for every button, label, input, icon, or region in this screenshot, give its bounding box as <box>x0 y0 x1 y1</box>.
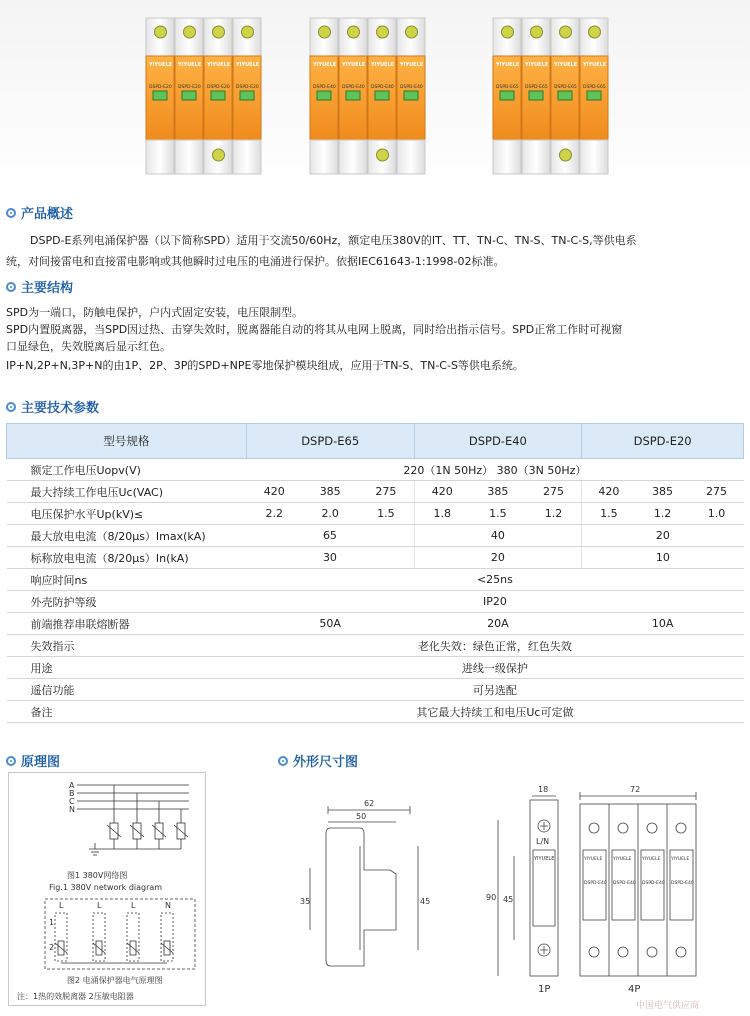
module-bottom-housing <box>310 140 338 174</box>
row-label: 前端推荐串联熔断器 <box>7 613 247 635</box>
dim-value: 35 <box>300 897 311 906</box>
cell: 1.0 <box>690 503 744 525</box>
structure-line-3: 口显绿色，失效脱离后显示红色。 <box>6 340 171 353</box>
module-brand: YIYUELE <box>178 62 202 68</box>
module-bottom-housing <box>580 140 608 174</box>
row-label: 电压保护水平Up(kV)≤ <box>7 503 247 525</box>
table-row <box>7 525 744 547</box>
module-bottom-housing <box>397 140 425 174</box>
brand-label: YIYUELE <box>584 857 603 862</box>
status-window <box>153 91 167 100</box>
spd-product-photo <box>493 18 608 174</box>
model-label: DSPD-E40 <box>584 881 607 886</box>
terminal-screw-icon <box>560 26 572 38</box>
cell: 385 <box>636 481 690 503</box>
row-label: 用途 <box>7 657 247 679</box>
table-header-row <box>7 424 744 459</box>
cell: 10 <box>582 547 744 569</box>
module-bottom-housing <box>522 140 550 174</box>
module-brand: YIYUELE <box>400 62 424 68</box>
terminal-label: L <box>131 901 136 910</box>
module-brand: YIYUELE <box>525 62 549 68</box>
status-window <box>375 91 389 100</box>
status-window <box>558 91 572 100</box>
fig1-caption-en: Fig.1 380V network diagram <box>49 883 163 892</box>
terminal-screw-icon <box>348 26 360 38</box>
table-row <box>7 679 744 701</box>
status-window <box>529 91 543 100</box>
header-model-label: 型号规格 <box>7 424 247 459</box>
terminal-screw-icon <box>531 26 543 38</box>
header-model-e65: DSPD-E65 <box>246 424 414 459</box>
dimension-svg <box>300 780 750 1012</box>
module-model: DSPD-E65 <box>554 85 577 90</box>
section-structure-title: 主要结构 <box>6 277 73 296</box>
bullet-circle-icon <box>6 208 16 218</box>
overview-line-1: DSPD-E系列电涌保护器（以下简称SPD）适用于交流50/60Hz，额定电压380V的IT、TT、TN-C、TN-S、TN-C-S,等供电系 <box>30 234 637 247</box>
schematic-note: 注：1热的效脱离器 2压敏电阻器 <box>17 992 134 1001</box>
row-label: 标称放电电流（8/20μs）In(kA) <box>7 547 247 569</box>
header-model-e40: DSPD-E40 <box>414 424 582 459</box>
module-brand: YIYUELE <box>496 62 520 68</box>
status-window <box>404 91 418 100</box>
schematic-svg <box>9 773 205 1005</box>
brand-label: YIYUELE <box>642 857 661 862</box>
fig2-caption-cn: 图2 电涌保护器电气原理图 <box>67 976 163 985</box>
module-model: DSPD-E20 <box>236 85 259 90</box>
module-brand: YIYUELE <box>371 62 395 68</box>
table-row <box>7 701 744 723</box>
row-value: 其它最大持续工和电压Uc可定做 <box>246 701 743 723</box>
cell: 1.2 <box>526 503 582 525</box>
watermark: 中国电气供应商 <box>636 1001 700 1011</box>
table-row <box>7 459 744 481</box>
section-schematic-title: 原理图 <box>6 751 60 770</box>
status-window <box>211 91 225 100</box>
status-window <box>587 91 601 100</box>
phase-label: A <box>69 781 75 790</box>
module-model: DSPD-E20 <box>149 85 172 90</box>
row-value: IP20 <box>246 591 743 613</box>
product-photo-band <box>0 0 750 192</box>
cell: 30 <box>246 547 414 569</box>
component-number: 1 <box>49 918 55 927</box>
cell: 385 <box>470 481 526 503</box>
cell: 40 <box>414 525 582 547</box>
dim-value: 45 <box>420 897 431 906</box>
cell: 385 <box>302 481 358 503</box>
module-bottom-housing <box>339 140 367 174</box>
brand-label: YIYUELE <box>613 857 632 862</box>
ground-screw-icon <box>377 149 389 161</box>
model-label: DSPD-E40 <box>642 881 665 886</box>
bullet-circle-icon <box>278 756 288 766</box>
dim-value: 45 <box>503 895 514 904</box>
status-window <box>182 91 196 100</box>
module-brand: YIYUELE <box>313 62 337 68</box>
label-4p: 4P <box>628 984 641 995</box>
terminal-label: N <box>165 901 171 910</box>
dim-value: 62 <box>364 799 375 808</box>
row-value: 可另选配 <box>246 679 743 701</box>
status-window <box>346 91 360 100</box>
terminal-screw-icon <box>406 26 418 38</box>
row-label: 备注 <box>7 701 247 723</box>
terminal-label: L <box>59 901 64 910</box>
table-row <box>7 591 744 613</box>
terminal-screw-icon <box>319 26 331 38</box>
structure-line-1: SPD为一端口，防触电保护，户内式固定安装，电压限制型。 <box>6 306 304 319</box>
terminal-label: L <box>97 901 102 910</box>
table-row <box>7 657 744 679</box>
terminal-screw-icon <box>242 26 254 38</box>
module-brand: YIYUELE <box>236 62 260 68</box>
phase-label: B <box>69 789 75 798</box>
module-model: DSPD-E65 <box>525 85 548 90</box>
overview-line-2: 统，对间接雷电和直接雷电影响或其他瞬时过电压的电涌进行保护。依据IEC61643-1:1998-02标准。 <box>6 255 505 268</box>
cell: 1.2 <box>636 503 690 525</box>
status-window <box>317 91 331 100</box>
terminal-screw-icon <box>589 26 601 38</box>
brand-label: YIYUELE <box>534 856 555 862</box>
table-row <box>7 503 744 525</box>
model-label: DSPD-E40 <box>671 881 694 886</box>
product-photos <box>0 0 750 192</box>
dim-value: 18 <box>538 785 549 794</box>
row-label: 失效指示 <box>7 635 247 657</box>
row-label: 最大持续工作电压Uc(VAC) <box>7 481 247 503</box>
dim-value: 72 <box>630 785 641 794</box>
section-params-title: 主要技术参数 <box>6 397 99 416</box>
cell: 275 <box>526 481 582 503</box>
cell: 20A <box>414 613 582 635</box>
section-dimensions-title: 外形尺寸图 <box>278 751 358 770</box>
terminal-screw-icon <box>502 26 514 38</box>
bullet-circle-icon <box>6 756 16 766</box>
table-row <box>7 569 744 591</box>
terminal-screw-icon <box>377 26 389 38</box>
phase-label: C <box>69 797 75 806</box>
terminal-screw-icon <box>155 26 167 38</box>
cell: 10A <box>582 613 744 635</box>
row-label: 最大放电电流（8/20μs）Imax(kA) <box>7 525 247 547</box>
cell: 275 <box>358 481 414 503</box>
module-model: DSPD-E40 <box>371 85 394 90</box>
cell: 1.5 <box>582 503 636 525</box>
module-model: DSPD-E40 <box>400 85 423 90</box>
module-model: DSPD-E40 <box>342 85 365 90</box>
fig1-caption-cn: 图1 380V网络图 <box>67 871 128 880</box>
bullet-circle-icon <box>6 282 16 292</box>
table-row <box>7 547 744 569</box>
cell: 1.5 <box>358 503 414 525</box>
module-bottom-housing <box>146 140 174 174</box>
component-number: 2 <box>49 943 55 952</box>
cell: 1.8 <box>414 503 470 525</box>
module-brand: YIYUELE <box>149 62 173 68</box>
header-model-e20: DSPD-E20 <box>582 424 744 459</box>
cell: 2.2 <box>246 503 302 525</box>
module-model: DSPD-E40 <box>313 85 336 90</box>
module-model: DSPD-E20 <box>207 85 230 90</box>
spd-product-photo <box>146 18 261 174</box>
cell: 2.0 <box>302 503 358 525</box>
status-window <box>240 91 254 100</box>
module-brand: YIYUELE <box>554 62 578 68</box>
ground-screw-icon <box>560 149 572 161</box>
structure-line-2: SPD内置脱离器，当SPD因过热、击穿失效时，脱离器能自动的将其从电网上脱离，同时给出指示信号。SPD正常工作时可视窗 <box>6 323 623 336</box>
cell: 275 <box>690 481 744 503</box>
table-row <box>7 613 744 635</box>
cell: 20 <box>582 525 744 547</box>
module-brand: YIYUELE <box>207 62 231 68</box>
label-1p: 1P <box>538 984 551 995</box>
module-brand: YIYUELE <box>583 62 607 68</box>
brand-label: YIYUELE <box>671 857 690 862</box>
row-label: 额定工作电压Uopv(V) <box>7 459 247 481</box>
module-bottom-housing <box>233 140 261 174</box>
model-label: DSPD-E40 <box>613 881 636 886</box>
row-value: <25ns <box>246 569 743 591</box>
spd-product-photo <box>310 18 425 174</box>
spec-table <box>6 423 744 723</box>
row-label: 外壳防护等级 <box>7 591 247 613</box>
cell: 65 <box>246 525 414 547</box>
row-value: 220（1N 50Hz） 380（3N 50Hz） <box>246 459 743 481</box>
table-row <box>7 635 744 657</box>
module-model: DSPD-E65 <box>496 85 519 90</box>
module-model: DSPD-E20 <box>178 85 201 90</box>
phase-label: N <box>69 805 75 814</box>
dim-value: 50 <box>356 812 367 821</box>
bullet-circle-icon <box>6 402 16 412</box>
ground-screw-icon <box>213 149 225 161</box>
module-bottom-housing <box>493 140 521 174</box>
terminal-screw-icon <box>184 26 196 38</box>
cell: 420 <box>414 481 470 503</box>
table-row <box>7 481 744 503</box>
dimension-drawings <box>300 780 750 1016</box>
module-model: DSPD-E65 <box>583 85 606 90</box>
dim-value: 90 <box>486 893 497 902</box>
cell: 420 <box>582 481 636 503</box>
row-value: 进线一级保护 <box>246 657 743 679</box>
row-value: 老化失效：绿色正常，红色失效 <box>246 635 743 657</box>
row-label: 遥信功能 <box>7 679 247 701</box>
module-bottom-housing <box>175 140 203 174</box>
cell: 1.5 <box>470 503 526 525</box>
status-window <box>500 91 514 100</box>
structure-line-4: IP+N,2P+N,3P+N的由1P、2P、3P的SPD+NPE零地保护模块组成，应用于TN-S、TN-C-S等供电系统。 <box>6 359 524 372</box>
cell: 420 <box>246 481 302 503</box>
section-overview-title: 产品概述 <box>6 203 73 222</box>
cell: 20 <box>414 547 582 569</box>
module-brand: YIYUELE <box>342 62 366 68</box>
terminal-label: L/N <box>536 837 550 846</box>
row-label: 响应时间ns <box>7 569 247 591</box>
terminal-screw-icon <box>213 26 225 38</box>
schematic-diagram <box>8 772 206 1006</box>
cell: 50A <box>246 613 414 635</box>
